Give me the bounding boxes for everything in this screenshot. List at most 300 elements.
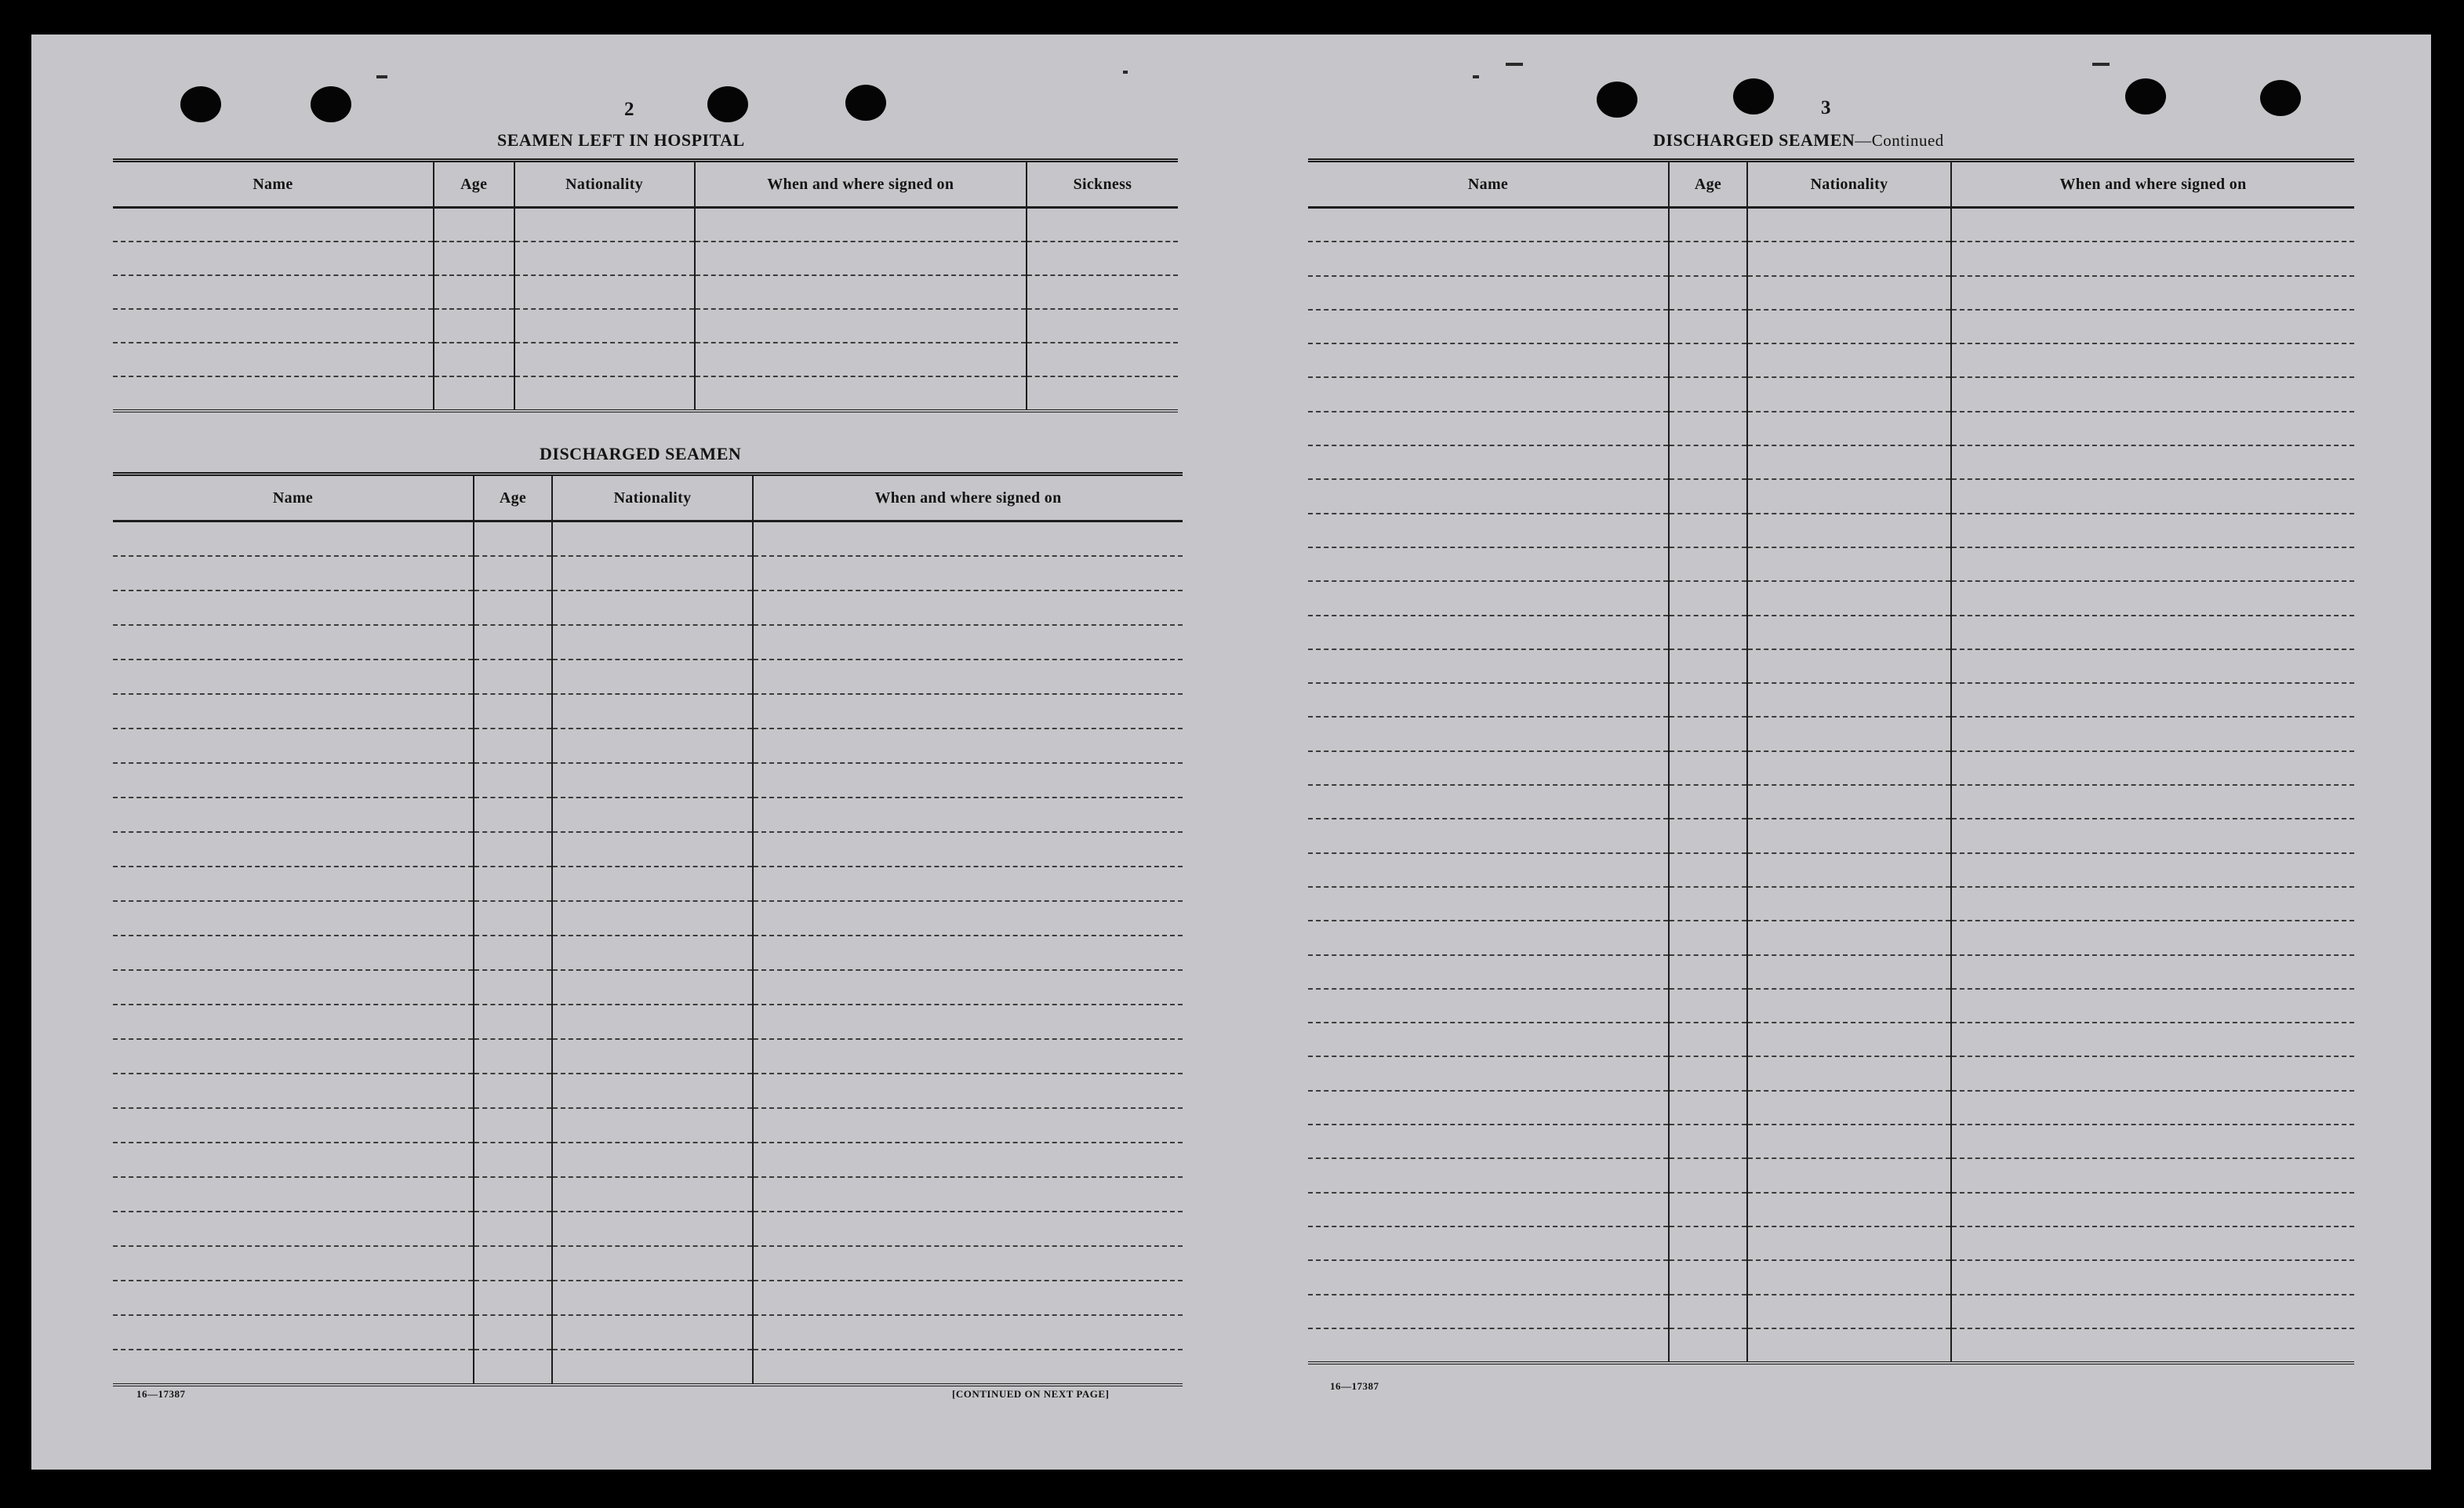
discharged-continued-label: DISCHARGED SEAMEN <box>1653 130 1855 150</box>
discharged-continued-cell <box>1669 208 1747 242</box>
discharged-cell <box>753 1039 1183 1074</box>
discharged-continued-cell <box>1308 1295 1669 1328</box>
discharged-cell <box>753 556 1183 590</box>
discharged-row <box>113 1108 1183 1143</box>
discharged-continued-cell <box>1951 1091 2354 1125</box>
discharged-continued-row <box>1308 242 2354 275</box>
discharged-continued-cell <box>1951 310 2354 343</box>
hospital-cell <box>113 376 434 409</box>
discharged-continued-cell <box>1747 445 1951 479</box>
discharged-continued-cell <box>1308 310 1669 343</box>
microfilm-sheet <box>31 35 2431 1470</box>
discharged-continued-cell <box>1951 717 2354 750</box>
binder-hole <box>2260 80 2301 116</box>
discharged-cell <box>552 625 753 660</box>
discharged-continued-cell <box>1951 989 2354 1023</box>
hospital-cell <box>695 208 1027 242</box>
discharged-continued-cell <box>1951 514 2354 547</box>
discharged-continued-cell <box>1669 1023 1747 1056</box>
discharged-cell <box>474 798 552 832</box>
discharged-col-nationality: Nationality <box>552 476 753 521</box>
discharged-continued-cell <box>1951 683 2354 717</box>
hospital-cell <box>434 309 514 343</box>
binder-hole <box>311 86 351 122</box>
discharged-continued-row <box>1308 616 2354 649</box>
discharged-row <box>113 1281 1183 1315</box>
discharged-cell <box>113 521 474 557</box>
discharged-continued-cell <box>1951 853 2354 887</box>
discharged-continued-cell <box>1669 853 1747 887</box>
discharged-row <box>113 1039 1183 1074</box>
discharged-cell <box>552 1315 753 1350</box>
discharged-cell <box>474 1315 552 1350</box>
discharged-header-row <box>113 476 1183 521</box>
discharged-continued-row <box>1308 649 2354 683</box>
discharged-row <box>113 832 1183 867</box>
discharged-cell <box>113 1315 474 1350</box>
discharged-cell <box>474 1039 552 1074</box>
discharged-continued-cell <box>1747 683 1951 717</box>
discharged-continued-cell <box>1951 955 2354 989</box>
discharged-continued-table <box>1308 158 2354 1364</box>
page-number-left: 2 <box>624 99 634 120</box>
discharged-cell <box>474 936 552 970</box>
discharged-cell <box>113 936 474 970</box>
discharged-cell <box>552 901 753 936</box>
discharged-continued-cell <box>1308 819 1669 852</box>
discharged-continued-cell <box>1669 547 1747 581</box>
discharged-continued-row <box>1308 276 2354 310</box>
discharged-cell <box>753 1212 1183 1246</box>
discharged-cell <box>474 1108 552 1143</box>
discharged-continued-cell <box>1669 479 1747 513</box>
discharged-continued-cell <box>1308 683 1669 717</box>
discharged-row <box>113 970 1183 1005</box>
discharged-cell <box>113 1005 474 1039</box>
discharged-continued-col-age: Age <box>1669 162 1747 208</box>
discharged-row <box>113 1177 1183 1212</box>
discharged-cell <box>113 1177 474 1212</box>
hospital-cell <box>695 309 1027 343</box>
discharged-continued-cell <box>1308 242 1669 275</box>
discharged-cell <box>474 694 552 729</box>
hospital-cell <box>695 275 1027 309</box>
discharged-continued-cell <box>1951 1226 2354 1260</box>
discharged-continued-cell <box>1951 581 2354 615</box>
discharged-cell <box>474 660 552 694</box>
discharged-continued-table-body <box>1308 208 2354 1362</box>
discharged-cell <box>753 1108 1183 1143</box>
discharged-continued-cell <box>1308 445 1669 479</box>
discharged-continued-cell <box>1951 616 2354 649</box>
discharged-cell <box>552 970 753 1005</box>
discharged-cell <box>474 1005 552 1039</box>
hospital-cell <box>514 343 695 376</box>
discharged-row <box>113 729 1183 763</box>
discharged-continued-title <box>1653 130 1944 151</box>
discharged-continued-row <box>1308 989 2354 1023</box>
hospital-row <box>113 343 1178 376</box>
discharged-continued-cell <box>1747 751 1951 785</box>
discharged-cell <box>113 1281 474 1315</box>
discharged-continued-row <box>1308 377 2354 411</box>
discharged-cell <box>753 1143 1183 1177</box>
discharged-continued-cell <box>1951 479 2354 513</box>
discharged-continued-row <box>1308 1328 2354 1361</box>
binder-hole <box>1597 82 1637 118</box>
discharged-row <box>113 867 1183 901</box>
hospital-cell <box>113 242 434 275</box>
hospital-table-body <box>113 208 1178 410</box>
discharged-continued-cell <box>1951 751 2354 785</box>
discharged-cell <box>113 625 474 660</box>
discharged-continued-cell <box>1308 343 1669 377</box>
discharged-cell <box>474 1074 552 1108</box>
discharged-continued-cell <box>1308 921 1669 954</box>
discharged-continued-cell <box>1308 479 1669 513</box>
discharged-continued-row <box>1308 1295 2354 1328</box>
discharged-continued-cell <box>1951 1260 2354 1294</box>
discharged-cell <box>753 1005 1183 1039</box>
discharged-continued-cell <box>1747 1260 1951 1294</box>
discharged-cell <box>552 1108 753 1143</box>
discharged-continued-cell <box>1747 616 1951 649</box>
hospital-cell <box>1027 275 1178 309</box>
discharged-continued-cell <box>1308 616 1669 649</box>
discharged-continued-cell <box>1951 1023 2354 1056</box>
discharged-continued-cell <box>1747 1328 1951 1361</box>
discharged-continued-cell <box>1308 581 1669 615</box>
discharged-continued-row <box>1308 955 2354 989</box>
discharged-cell <box>753 867 1183 901</box>
discharged-continued-cell <box>1951 1125 2354 1158</box>
discharged-continued-cell <box>1669 1056 1747 1090</box>
discharged-continued-cell <box>1747 717 1951 750</box>
discharged-cell <box>552 1074 753 1108</box>
film-speck <box>2092 63 2110 66</box>
discharged-cell <box>113 1212 474 1246</box>
discharged-continued-col-nationality: Nationality <box>1747 162 1951 208</box>
hospital-cell <box>1027 376 1178 409</box>
film-speck <box>1506 63 1523 66</box>
hospital-row <box>113 208 1178 242</box>
discharged-cell <box>753 590 1183 625</box>
discharged-continued-cell <box>1951 1328 2354 1361</box>
discharged-continued-cell <box>1747 276 1951 310</box>
discharged-continued-cell <box>1308 1125 1669 1158</box>
discharged-continued-cell <box>1669 377 1747 411</box>
discharged-cell <box>474 729 552 763</box>
discharged-continued-cell <box>1951 242 2354 275</box>
discharged-cell <box>552 660 753 694</box>
discharged-continued-row <box>1308 547 2354 581</box>
discharged-cell <box>474 1281 552 1315</box>
discharged-continued-cell <box>1951 1056 2354 1090</box>
discharged-continued-cell <box>1669 819 1747 852</box>
continued-suffix: —Continued <box>1855 131 1944 150</box>
hospital-cell <box>113 343 434 376</box>
discharged-continued-cell <box>1669 683 1747 717</box>
discharged-cell <box>552 763 753 798</box>
discharged-cell <box>474 521 552 557</box>
discharged-continued-cell <box>1747 514 1951 547</box>
discharged-continued-cell <box>1308 412 1669 445</box>
discharged-continued-cell <box>1669 649 1747 683</box>
hospital-row <box>113 275 1178 309</box>
discharged-cell <box>113 1108 474 1143</box>
discharged-cell <box>113 763 474 798</box>
hospital-cell <box>113 275 434 309</box>
hospital-col-nationality: Nationality <box>514 162 695 208</box>
discharged-continued-cell <box>1669 1226 1747 1260</box>
discharged-row <box>113 1246 1183 1281</box>
discharged-row <box>113 1350 1183 1383</box>
discharged-continued-cell <box>1308 1226 1669 1260</box>
discharged-cell <box>552 556 753 590</box>
discharged-cell <box>474 1350 552 1383</box>
discharged-cell <box>113 660 474 694</box>
discharged-cell <box>753 798 1183 832</box>
discharged-continued-cell <box>1747 649 1951 683</box>
discharged-continued-row <box>1308 1260 2354 1294</box>
discharged-continued-cell <box>1747 343 1951 377</box>
discharged-continued-cell <box>1951 887 2354 921</box>
discharged-continued-cell <box>1669 887 1747 921</box>
discharged-continued-cell <box>1308 989 1669 1023</box>
discharged-continued-cell <box>1747 412 1951 445</box>
discharged-cell <box>552 694 753 729</box>
discharged-continued-cell <box>1951 377 2354 411</box>
binder-hole <box>180 86 221 122</box>
discharged-cell <box>552 1143 753 1177</box>
discharged-col-signed-on: When and where signed on <box>753 476 1183 521</box>
discharged-continued-cell <box>1669 1260 1747 1294</box>
discharged-continued-cell <box>1308 1158 1669 1192</box>
form-code-left: 16—17387 <box>136 1388 186 1400</box>
continued-note: [CONTINUED ON NEXT PAGE] <box>952 1388 1110 1400</box>
hospital-col-signed-on: When and where signed on <box>695 162 1027 208</box>
discharged-continued-cell <box>1308 1328 1669 1361</box>
discharged-cell <box>753 1315 1183 1350</box>
hospital-table <box>113 158 1178 412</box>
hospital-cell <box>113 208 434 242</box>
discharged-continued-cell <box>1669 1091 1747 1125</box>
discharged-row <box>113 1005 1183 1039</box>
hospital-col-sickness: Sickness <box>1027 162 1178 208</box>
discharged-continued-cell <box>1669 1295 1747 1328</box>
discharged-cell <box>552 1212 753 1246</box>
discharged-continued-cell <box>1669 785 1747 819</box>
hospital-cell <box>1027 343 1178 376</box>
discharged-continued-row <box>1308 412 2354 445</box>
discharged-cell <box>474 1143 552 1177</box>
discharged-cell <box>753 1281 1183 1315</box>
discharged-cell <box>552 1281 753 1315</box>
discharged-continued-cell <box>1308 208 1669 242</box>
discharged-continued-cell <box>1669 343 1747 377</box>
hospital-cell <box>514 309 695 343</box>
discharged-cell <box>474 1246 552 1281</box>
hospital-cell <box>514 242 695 275</box>
discharged-continued-cell <box>1747 887 1951 921</box>
hospital-cell <box>434 275 514 309</box>
discharged-table <box>113 472 1183 1386</box>
hospital-cell <box>1027 208 1178 242</box>
discharged-continued-cell <box>1308 276 1669 310</box>
discharged-continued-cell <box>1669 445 1747 479</box>
discharged-cell <box>113 556 474 590</box>
discharged-cell <box>753 729 1183 763</box>
discharged-row <box>113 521 1183 557</box>
discharged-continued-row <box>1308 819 2354 852</box>
discharged-continued-cell <box>1951 1158 2354 1192</box>
film-speck <box>376 75 387 78</box>
discharged-continued-cell <box>1308 853 1669 887</box>
discharged-row <box>113 694 1183 729</box>
discharged-continued-row <box>1308 514 2354 547</box>
discharged-continued-cell <box>1951 921 2354 954</box>
binder-hole <box>1733 78 1774 114</box>
discharged-continued-cell <box>1747 1091 1951 1125</box>
discharged-row <box>113 1315 1183 1350</box>
discharged-continued-cell <box>1308 955 1669 989</box>
discharged-continued-cell <box>1747 853 1951 887</box>
discharged-continued-cell <box>1308 1091 1669 1125</box>
discharged-col-age: Age <box>474 476 552 521</box>
discharged-cell <box>753 832 1183 867</box>
discharged-continued-cell <box>1747 310 1951 343</box>
hospital-cell <box>434 376 514 409</box>
discharged-continued-cell <box>1308 751 1669 785</box>
page-number-right: 3 <box>1821 97 1831 118</box>
discharged-continued-row <box>1308 310 2354 343</box>
hospital-header-row <box>113 162 1178 208</box>
discharged-continued-row <box>1308 1193 2354 1226</box>
discharged-cell <box>474 1177 552 1212</box>
discharged-continued-cell <box>1308 1193 1669 1226</box>
discharged-cell <box>474 590 552 625</box>
discharged-cell <box>753 1074 1183 1108</box>
discharged-section-title: DISCHARGED SEAMEN <box>540 444 742 463</box>
discharged-cell <box>113 832 474 867</box>
hospital-cell <box>514 208 695 242</box>
discharged-continued-row <box>1308 208 2354 242</box>
discharged-continued-cell <box>1669 310 1747 343</box>
discharged-cell <box>474 625 552 660</box>
discharged-continued-cell <box>1669 751 1747 785</box>
hospital-cell <box>695 242 1027 275</box>
discharged-continued-cell <box>1951 649 2354 683</box>
discharged-continued-row <box>1308 1056 2354 1090</box>
discharged-cell <box>113 867 474 901</box>
discharged-continued-cell <box>1951 1295 2354 1328</box>
discharged-cell <box>753 901 1183 936</box>
discharged-continued-cell <box>1747 785 1951 819</box>
discharged-row <box>113 1212 1183 1246</box>
discharged-continued-cell <box>1747 547 1951 581</box>
discharged-continued-header-row <box>1308 162 2354 208</box>
hospital-cell <box>1027 309 1178 343</box>
discharged-cell <box>753 1177 1183 1212</box>
discharged-cell <box>474 1212 552 1246</box>
discharged-continued-cell <box>1308 1023 1669 1056</box>
discharged-cell <box>113 1350 474 1383</box>
discharged-continued-cell <box>1747 1125 1951 1158</box>
discharged-continued-cell <box>1747 1295 1951 1328</box>
hospital-col-age: Age <box>434 162 514 208</box>
discharged-continued-row <box>1308 1158 2354 1192</box>
discharged-cell <box>753 970 1183 1005</box>
hospital-cell <box>1027 242 1178 275</box>
discharged-continued-cell <box>1747 1226 1951 1260</box>
discharged-cell <box>113 729 474 763</box>
discharged-continued-cell <box>1747 1056 1951 1090</box>
discharged-continued-cell <box>1747 479 1951 513</box>
hospital-cell <box>514 275 695 309</box>
discharged-continued-cell <box>1951 276 2354 310</box>
discharged-continued-cell <box>1669 921 1747 954</box>
discharged-cell <box>552 1005 753 1039</box>
discharged-cell <box>474 556 552 590</box>
discharged-continued-row <box>1308 921 2354 954</box>
discharged-cell <box>753 936 1183 970</box>
discharged-row <box>113 556 1183 590</box>
discharged-continued-cell <box>1747 921 1951 954</box>
discharged-continued-cell <box>1747 1193 1951 1226</box>
discharged-continued-cell <box>1308 785 1669 819</box>
discharged-cell <box>474 901 552 936</box>
discharged-row <box>113 625 1183 660</box>
discharged-continued-col-name: Name <box>1308 162 1669 208</box>
hospital-cell <box>113 309 434 343</box>
discharged-continued-row <box>1308 1226 2354 1260</box>
discharged-cell <box>552 1350 753 1383</box>
discharged-cell <box>552 1246 753 1281</box>
discharged-continued-cell <box>1669 242 1747 275</box>
discharged-cell <box>113 970 474 1005</box>
discharged-cell <box>474 970 552 1005</box>
discharged-cell <box>552 590 753 625</box>
discharged-continued-cell <box>1951 1193 2354 1226</box>
discharged-continued-row <box>1308 1125 2354 1158</box>
discharged-continued-cell <box>1747 989 1951 1023</box>
discharged-row <box>113 1074 1183 1108</box>
discharged-cell <box>753 694 1183 729</box>
discharged-cell <box>552 867 753 901</box>
hospital-cell <box>434 343 514 376</box>
discharged-continued-cell <box>1951 208 2354 242</box>
hospital-cell <box>695 376 1027 409</box>
discharged-continued-cell <box>1669 1193 1747 1226</box>
discharged-continued-cell <box>1669 989 1747 1023</box>
discharged-cell <box>113 694 474 729</box>
discharged-row <box>113 936 1183 970</box>
discharged-continued-cell <box>1669 616 1747 649</box>
discharged-continued-cell <box>1951 343 2354 377</box>
discharged-cell <box>552 798 753 832</box>
hospital-row <box>113 242 1178 275</box>
hospital-cell <box>434 208 514 242</box>
discharged-continued-cell <box>1669 412 1747 445</box>
discharged-continued-cell <box>1747 242 1951 275</box>
discharged-cell <box>552 729 753 763</box>
discharged-continued-row <box>1308 751 2354 785</box>
discharged-cell <box>552 1177 753 1212</box>
discharged-continued-cell <box>1747 819 1951 852</box>
binder-hole <box>2125 78 2166 114</box>
discharged-cell <box>753 625 1183 660</box>
discharged-continued-cell <box>1669 955 1747 989</box>
